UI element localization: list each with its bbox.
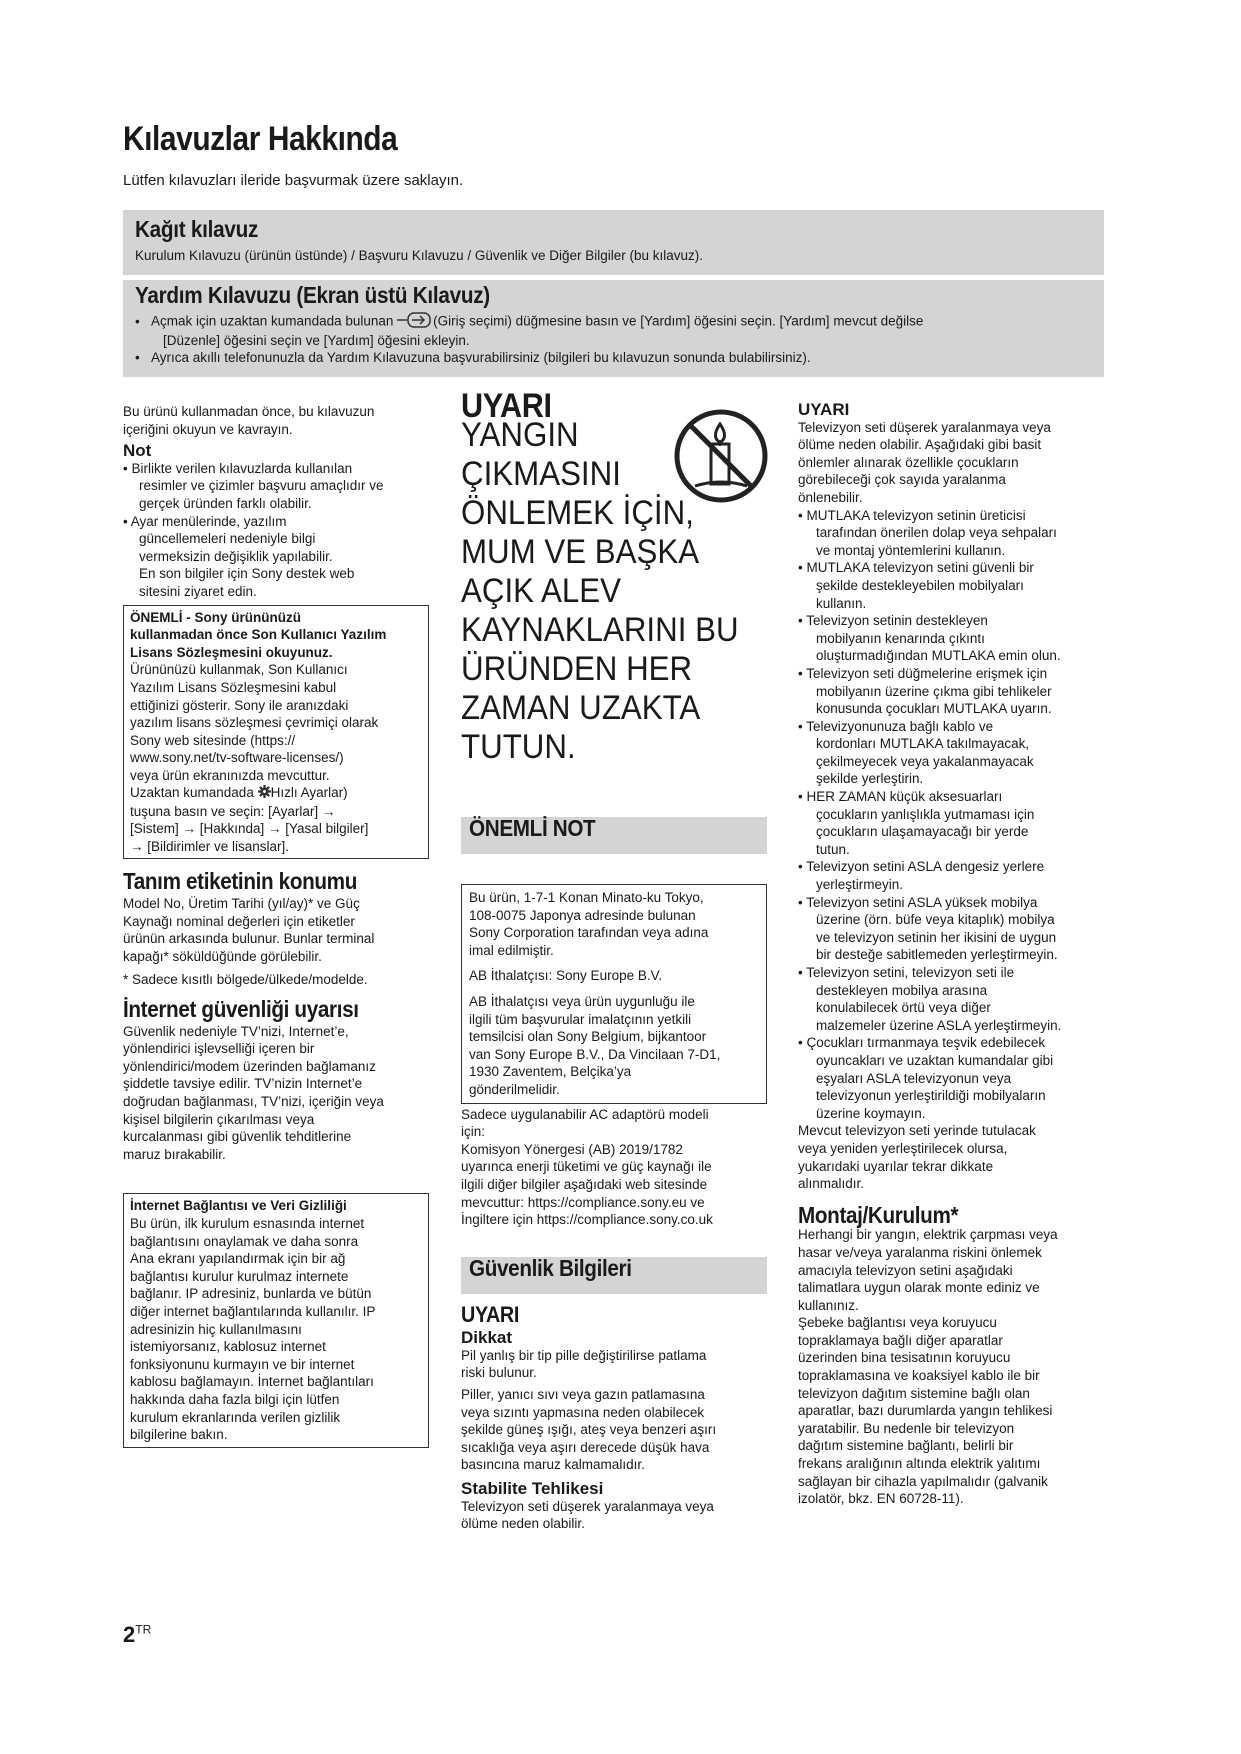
internet-heading: İnternet güvenliği uyarısı: [123, 996, 359, 1023]
paper-guide-heading: Kağıt kılavuz: [135, 216, 259, 242]
tip-over-bullet: • MUTLAKA televizyon setinin üreticisi tarafından önerilen dolap veya sehpaları ve montaj yöntemlerini kullanın.: [798, 507, 1057, 558]
intro-line: içeriğini okuyun ve kavrayın.: [123, 421, 293, 437]
tip-over-bullet: • Televizyon setini ASLA dengesiz yerlere yerleştirmeyin.: [798, 859, 1045, 893]
label-note: * Sadece kısıtlı bölgede/ülkede/modelde.: [123, 972, 368, 988]
tip-over-bullet: • Televizyon setinin destekleyen mobilyanın kenarında çıkıntı oluşturmadığından MUTLAKA emin olun.: [798, 613, 1061, 664]
tip-over-warning-heading: UYARI: [798, 400, 850, 419]
tip-over-bullet: • Televizyon setini ASLA yüksek mobilya üzerine (örn. büfe veya kitaplık) mobilya ve televizyon setinin her ikisini de uygun bir desteğe sabitlemeden yerleştirmeyin.: [798, 894, 1058, 963]
safety-warning-heading: UYARI: [461, 1301, 519, 1327]
paper-guide-band: [123, 210, 1104, 275]
page-lang: TR: [135, 1622, 152, 1637]
privacy-box: İnternet Bağlantısı ve Veri Gizliliği Bu ürün, ilk kurulum esnasında internet bağlantısını onaylamak ve daha sonra Ana ekranı yapılandırmak için bir ağ bağlantısı kurulur kurulmaz internete bağlanır. IP adresiniz, bunlarda ve bütün diğer internet bağlantılarında kullanılır. IP adresinizin hiç kullanılmasını istemiyorsanız, kablosuz internet fonksiyonunu kurmayın ve bir internet kablosu bağlamayın. İnternet bağlantıları hakkında daha fazla bilgi için lütfen kurulum ekranlarında verilen gizlilik bilgilerine bakın.: [123, 1193, 429, 1447]
mount-heading: Montaj/Kurulum*: [798, 1201, 959, 1228]
help-guide-bullet-1-cont: [Düzenle] öğesini seçin ve [Yardım] öğesini ekleyin.: [163, 333, 470, 348]
importer-line: AB İthalatçısı: Sony Europe B.V.: [469, 968, 663, 984]
fire-warning-text: YANGIN ÇIKMASINI ÖNLEMEK İÇİN, MUM VE BAŞKA AÇIK ALEV KAYNAKLARINI BU ÜRÜNDEN HER ZAMAN UZAKTA TUTUN.: [461, 415, 739, 766]
tip-over-bullet: • MUTLAKA televizyon setini güvenli bir şekilde destekleyebilen mobilyaları kullanın.: [798, 560, 1034, 611]
safety-info-band: [461, 1254, 767, 1294]
tip-over-bullet: • HER ZAMAN küçük aksesuarları çocukların yanlışlıkla yutmaması için çocukların ulaşamayacağı bir yerde tutun.: [798, 789, 1035, 857]
privacy-heading: İnternet Bağlantısı ve Veri Gizliliği: [130, 1198, 347, 1214]
important-note-band: [461, 817, 767, 854]
fire-warning-heading: UYARI: [461, 387, 552, 425]
tip-over-bullet: • Çocukları tırmanmaya teşvik edebilecek oyuncakları ve uzaktan kumandalar gibi eşyaları ASLA televizyonun veya televizyonun yerleştirildiği mobilyaların üzerine koymayın.: [798, 1035, 1054, 1121]
internet-text: Güvenlik nedeniyle TV’nizi, Internet’e, yönlendirici işlevselliği içeren bir yönlendirici/modem üzerinden bağlamanız şiddetle tavsiye edilir. TV’nizin Internet’e doğrudan bağlanması, TV’nizi, içeriğin veya kişisel bilgilerin çıkarılması veya kurcalanması gibi güvenlik tehditlerine maruz bırakabilir.: [123, 1023, 384, 1162]
fire-warning: [461, 387, 771, 790]
page-subtitle: Lütfen kılavuzları ileride başvurmak üzere saklayın.: [123, 172, 464, 189]
middle-column: UYARI YANGIN ÇIKMASINI ÖNLEMEK İÇİN, MUM VE BAŞKA AÇIK ALEV KAYNAKLARINI BU ÜRÜNDEN HER ZAMAN UZAKTA TUTUN. ÖNEMLİ NOT Bu ürün, 1-7-1 Konan Minato-ku Tokyo, 108-0075 Japonya adresinde bulunan Sony Corporation tarafından veya adına imal edilmiştir. AB İthalatçısı: Sony Europe B.V. AB İthalatçısı veya ürün uygunluğu ile ilgili tüm başvurular imalatçının yetkili temsilcisi olan Sony Belgium, bijkantoor van Sony Europe B.V., Da Vincilaan 7-D1, 1930 Zaventem, Belçika’ya gönderilmelidir. Sadece uygulanabilir AC adaptörü modeli için: Komisyon Yönergesi (AB) 2019/1782 uyarınca enerji tüketimi ve güç kaynağı ile ilgili diğer bilgiler aşağıdaki web sitesinde mevcuttur: https://compliance.sony.eu ve İngiltere için https://compliance.sony.co.uk Güvenlik Bilgileri UYARI Dikkat Pil yanlış bir tip pille değiştirilirse patlama riski bulunur. Piller, yanıcı sıvı veya gazın patlamasına veya sızıntı yapmasına neden olabilecek şekilde güneş ışığı, ateş veya benzeri aşırı sıcaklığa veya aşırı derecede düşük hava basıncına maruz kalmamalıdır. Stabilite Tehlikesi Televizyon seti düşerek yaralanmaya veya ölüme neden olabilir.: [461, 398, 771, 1533]
page-number: $2^{TR}$: [123, 1622, 152, 1647]
paper-guide-text: Kurulum Kılavuzu (ürünün üstünde) / Başvuru Kılavuzu / Güvenlik ve Diğer Bilgiler (bu kılavuz).: [135, 248, 704, 263]
manufacturer-box: Bu ürün, 1-7-1 Konan Minato-ku Tokyo, 108-0075 Japonya adresinde bulunan Sony Corporation tarafından veya adına imal edilmiştir. AB İthalatçısı: Sony Europe B.V. AB İthalatçısı veya ürün uygunluğu ile ilgili tüm başvurular imalatçının yetkili temsilcisi olan Sony Belgium, bijkantoor van Sony Europe B.V., Da Vincilaan 7-D1, 1930 Zaventem, Belçika’ya gönderilmelidir.: [461, 884, 767, 1104]
left-column: [123, 403, 433, 1448]
help-guide-bullet-1: • Açmak için uzaktan kumandada bulunan (Giriş seçimi) düğmesine basın ve [Yardım] öğesini seçin. [Yardım] mevcut değilse: [135, 312, 1092, 332]
note-bullet-2: • Ayar menülerinde, yazılım güncellemeleri nedeniyle bilgi vermeksizin değişiklik yapılabilir. En son bilgiler için Sony destek web sitesini ziyaret edin.: [123, 513, 355, 599]
input-select-icon: [397, 312, 433, 332]
important-note-heading: ÖNEMLİ NOT: [469, 815, 596, 841]
page-title: Kılavuzlar Hakkında: [123, 120, 398, 158]
adapter-text: Sadece uygulanabilir AC adaptörü modeli için: Komisyon Yönergesi (AB) 2019/1782 uyarınca enerji tüketimi ve güç kaynağı ile ilgili diğer bilgiler aşağıdaki web sitesinde mevcuttur: https://compliance.sony.eu ve İngiltere için https://compliance.sony.co.uk: [461, 1106, 713, 1228]
note-bullet-1: • Birlikte verilen kılavuzlarda kullanılan resimler ve çizimler başvuru amaçlıdır ve gerçek üründen farklı olabilir.: [123, 460, 384, 511]
intro-line: Bu ürünü kullanmadan önce, bu kılavuzun: [123, 404, 375, 419]
tip-over-bullet: • Televizyon seti düğmelerine erişmek için mobilyanın üzerine çıkma gibi tehlikeler konusunda çocukları MUTLAKA uyarın.: [798, 665, 1052, 717]
label-text: Model No, Üretim Tarihi (yıl/ay)* ve Güç Kaynağı nominal değerleri için etiketler ürünün arkasında bulunur. Bunlar terminal kapağı* söküldüğünde görülebilir.: [123, 896, 375, 964]
eula-box: ÖNEMLİ - Sony ürününüzü kullanmadan önce Son Kullanıcı Yazılım Lisans Sözleşmesini okuyunuz. Ürününüzü kullanmak, Son Kullanıcı Yazılım Lisans Sözleşmesini kabul ettiğinizi gösterir. Sony ile aranızdaki yazılım lisans sözleşmesi çevrimiçi olarak Sony web sitesinde (https:// www.sony.net/tv-software-licenses/) veya ürün ekranınızda mevcuttur. Uzaktan kumandada Hızlı Ayarlar) tuşuna basın ve seçin: [Ayarlar] → [Sistem] → [Hakkında] → [Yasal bilgiler] → [Bildirimler ve lisanslar].: [123, 605, 429, 860]
gear-icon: [258, 785, 271, 803]
help-guide-bullet-2: • Ayrıca akıllı telefonunuzla da Yardım Kılavuzuna başvurabilirsiniz (bilgileri bu kılavuzun sonunda bulabilirsiniz).: [135, 350, 811, 365]
stability-heading: Stabilite Tehlikesi: [461, 1479, 604, 1499]
label-heading: Tanım etiketinin konumu: [123, 868, 358, 895]
caution-heading: Dikkat: [461, 1328, 513, 1348]
tip-over-bullet: • Televizyonunuza bağlı kablo ve kordonları MUTLAKA takılmayacak, çekilmeyecek veya yakalanmayacak şekilde yerleştirin.: [798, 718, 1034, 787]
safety-info-heading: Güvenlik Bilgileri: [469, 1254, 632, 1281]
mount-text: Herhangi bir yangın, elektrik çarpması veya hasar ve/veya yaralanma riskini önlemek amacıyla televizyon setini aşağıdaki talimatlara uygun olarak monte ediniz ve kullanınız. Şebeke bağlantısı veya koruyucu topraklamaya bağlı diğer aparatlar üzerinden bina tesisatının koruyucu topraklamasına ve koaksiyel kablo ile bir televizyon dağıtım sistemine bağlı olan aparatlar, bazı durumlarda yangın tehlikesi yaratabilir. Bu nedenle bir televizyon dağıtım sistemine bağlantı, belirli bir frekans aralığının altında elektrik yalıtımı sağlayan bir cihazla yapılmalıdır (galvanik izolatör, bkz. EN 60728-11).: [798, 1227, 1058, 1507]
tip-over-bullet: • Televizyon setini, televizyon seti ile destekleyen mobilya arasına konulabilecek örtü veya diğer malzemeler üzerine ASLA yerleştirmeyin.: [798, 965, 1062, 1033]
right-column: UYARI Televizyon seti düşerek yaralanmaya veya ölüme neden olabilir. Aşağıdaki gibi basit önlemler alınarak özellikle çocukların görebileceği çok sayıda yaralanma önlenebilir. • MUTLAKA televizyon setinin üreticisi tarafından önerilen dolap veya sehpaları ve montaj yöntemlerini kullanın. • MUTLAKA televizyon setini güvenli bir şekilde destekleyebilen mobilyaları kullanın. • Televizyon setinin destekleyen mobilyanın kenarında çıkıntı oluşturmadığından MUTLAKA emin olun. • Televizyon seti düğmelerine erişmek için mobilyanın üzerine çıkma gibi tehlikeler konusunda çocukları MUTLAKA uyarın. • Televizyonunuza bağlı kablo ve kordonları MUTLAKA takılmayacak, çekilmeyecek veya yakalanmayacak şekilde yerleştirin. • HER ZAMAN küçük aksesuarları çocukların yanlışlıkla yutmaması için çocukların ulaşamayacağı bir yerde tutun. • Televizyon setini ASLA dengesiz yerlere yerleştirmeyin. • Televizyon setini ASLA yüksek mobilya üzerine (örn. büfe veya kitaplık) mobilya ve televizyon setinin her ikisini de uygun bir desteğe sabitlemeden yerleştirmeyin. • Televizyon setini, televizyon seti ile destekleyen mobilya arasına konulabilecek örtü veya diğer malzemeler üzerine ASLA yerleştirmeyin. • Çocukları tırmanmaya teşvik edebilecek oyuncakları ve uzaktan kumandalar gibi eşyaları ASLA televizyonun veya televizyonun yerleştirildiği mobilyaların üzerine koymayın. Mevcut televizyon seti yerinde tutulacak veya yeniden yerleştirilecek olursa, yukarıdaki uyarılar tekrar dikkate alınmalıdır. Montaj/Kurulum* Herhangi bir yangın, elektrik çarpması veya hasar ve/veya yaralanma riskini önlemek amacıyla televizyon setini aşağıdaki talimatlara uygun olarak monte ediniz ve kullanınız. Şebeke bağlantısı veya koruyucu topraklamaya bağlı diğer aparatlar üzerinden bina tesisatının koruyucu topraklamasına ve koaksiyel kablo ile bir televizyon dağıtım sistemine bağlı olan aparatlar, bazı durumlarda yangın tehlikesi yaratabilir. Bu nedenle bir televizyon dağıtım sistemine bağlantı, belirli bir frekans aralığının altında elektrik yalıtımı sağlayan bir cihazla yapılmalıdır (galvanik izolatör, bkz. EN 60728-11).: [798, 401, 1108, 1508]
help-guide-band: [123, 280, 1104, 377]
note-heading: Not: [123, 441, 152, 461]
help-guide-heading: Yardım Kılavuzu (Ekran üstü Kılavuz): [135, 282, 490, 308]
